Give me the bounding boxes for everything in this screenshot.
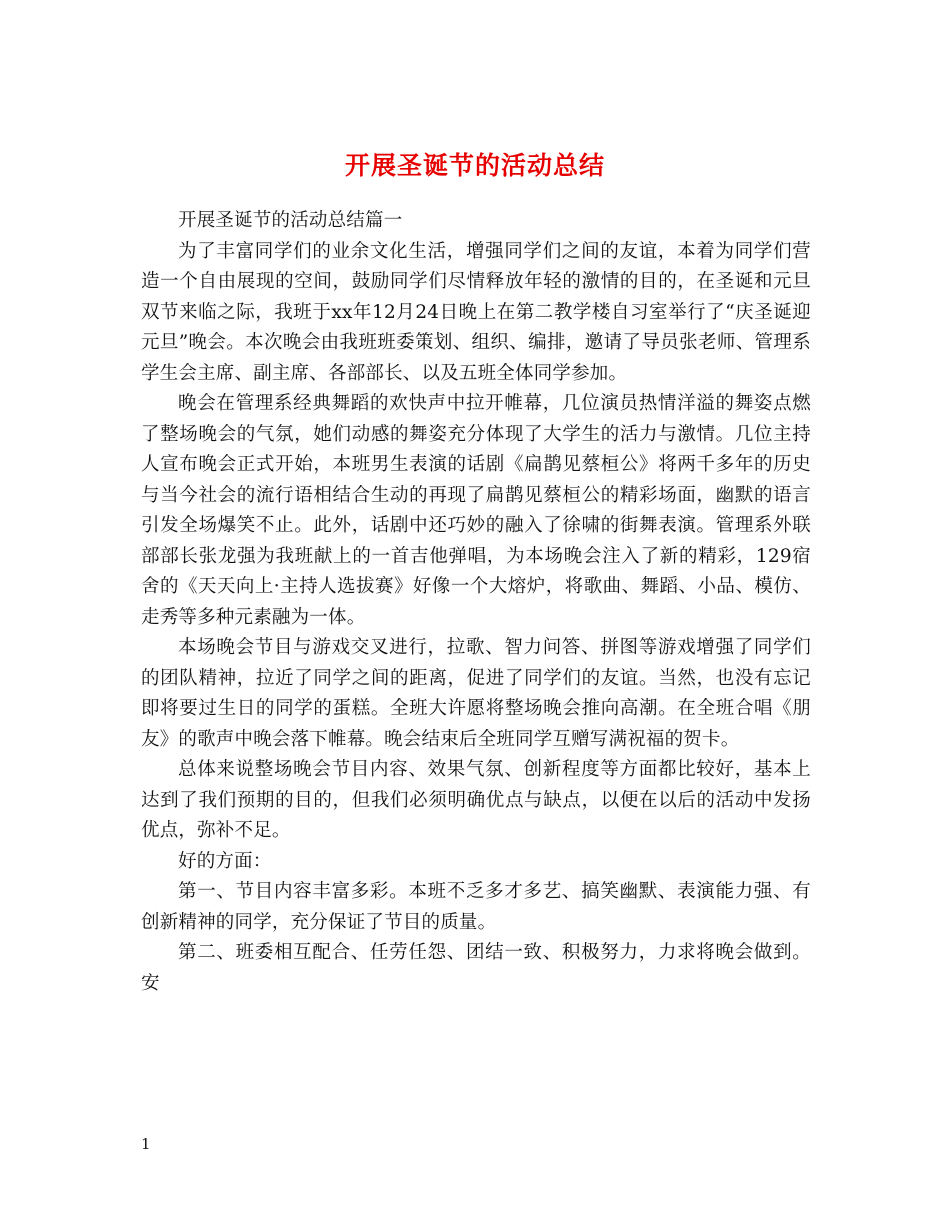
section-heading: 开展圣诞节的活动总结篇一 <box>178 210 403 231</box>
paragraph-games: 本场晚会节目与游戏交叉进行，拉歌、智力问答、拼图等游戏增强了同学们的团队精神，拉近了同学之间的距离，促进了同学们的友谊。当然，也没有忘记即将要过生日的同学的蛋糕。全班大许愿将整场晚会推向高潮。在全班合唱《朋友》的歌声中晚会落下帷幕。晚会结束后全班同学互赠写满祝福的贺卡。 <box>141 637 811 750</box>
page-number: 1 <box>141 1135 151 1153</box>
paragraph-second-point: 第二、班委相互配合、任劳任怨、团结一致、积极努力，力求将晚会做到。安 <box>141 942 811 994</box>
paragraph-first-point: 第一、节目内容丰富多彩。本班不乏多才多艺、搞笑幽默、表演能力强、有创新精神的同学，充分保证了节目的质量。 <box>141 881 811 933</box>
paragraph-opening: 晚会在管理系经典舞蹈的欢快声中拉开帷幕，几位演员热情洋溢的舞姿点燃了整场晚会的气氛，她们动感的舞姿充分体现了大学生的活力与激情。几位主持人宣布晚会正式开始，本班男生表演的话剧《扁鹊见蔡桓公》将两千多年的历史与当今社会的流行语相结合生动的再现了扁鹊见蔡桓公的精彩场面，幽默的语言引发全场爆笑不止。此外，话剧中还巧妙的融入了徐啸的街舞表演。管理系外联部部长张龙强为我班献上的一首吉他弹唱，为本场晚会注入了新的精彩，129宿舍的《天天向上·主持人选拔赛》好像一个大熔炉，将歌曲、舞蹈、小品、模仿、走秀等多种元素融为一体。 <box>141 393 811 628</box>
document-title: 开展圣诞节的活动总结 <box>344 150 605 180</box>
paragraph-intro: 为了丰富同学们的业余文化生活，增强同学们之间的友谊，本着为同学们营造一个自由展现的空间，鼓励同学们尽情释放年轻的激情的目的，在圣诞和元旦双节来临之际，我班于xx年12月24日晚上在第二教学楼自习室举行了“庆圣诞迎元旦”晚会。本次晚会由我班班委策划、组织、编排，邀请了导员张老师、管理系学生会主席、副主席、各部部长、以及五班全体同学参加。 <box>141 240 811 384</box>
paragraph-summary: 总体来说整场晚会节目内容、效果气氛、创新程度等方面都比较好，基本上达到了我们预期的目的，但我们必须明确优点与缺点，以便在以后的活动中发扬优点，弥补不足。 <box>141 759 811 841</box>
document-body <box>141 206 811 999</box>
paragraph-good-aspects-heading: 好的方面： <box>178 850 272 872</box>
